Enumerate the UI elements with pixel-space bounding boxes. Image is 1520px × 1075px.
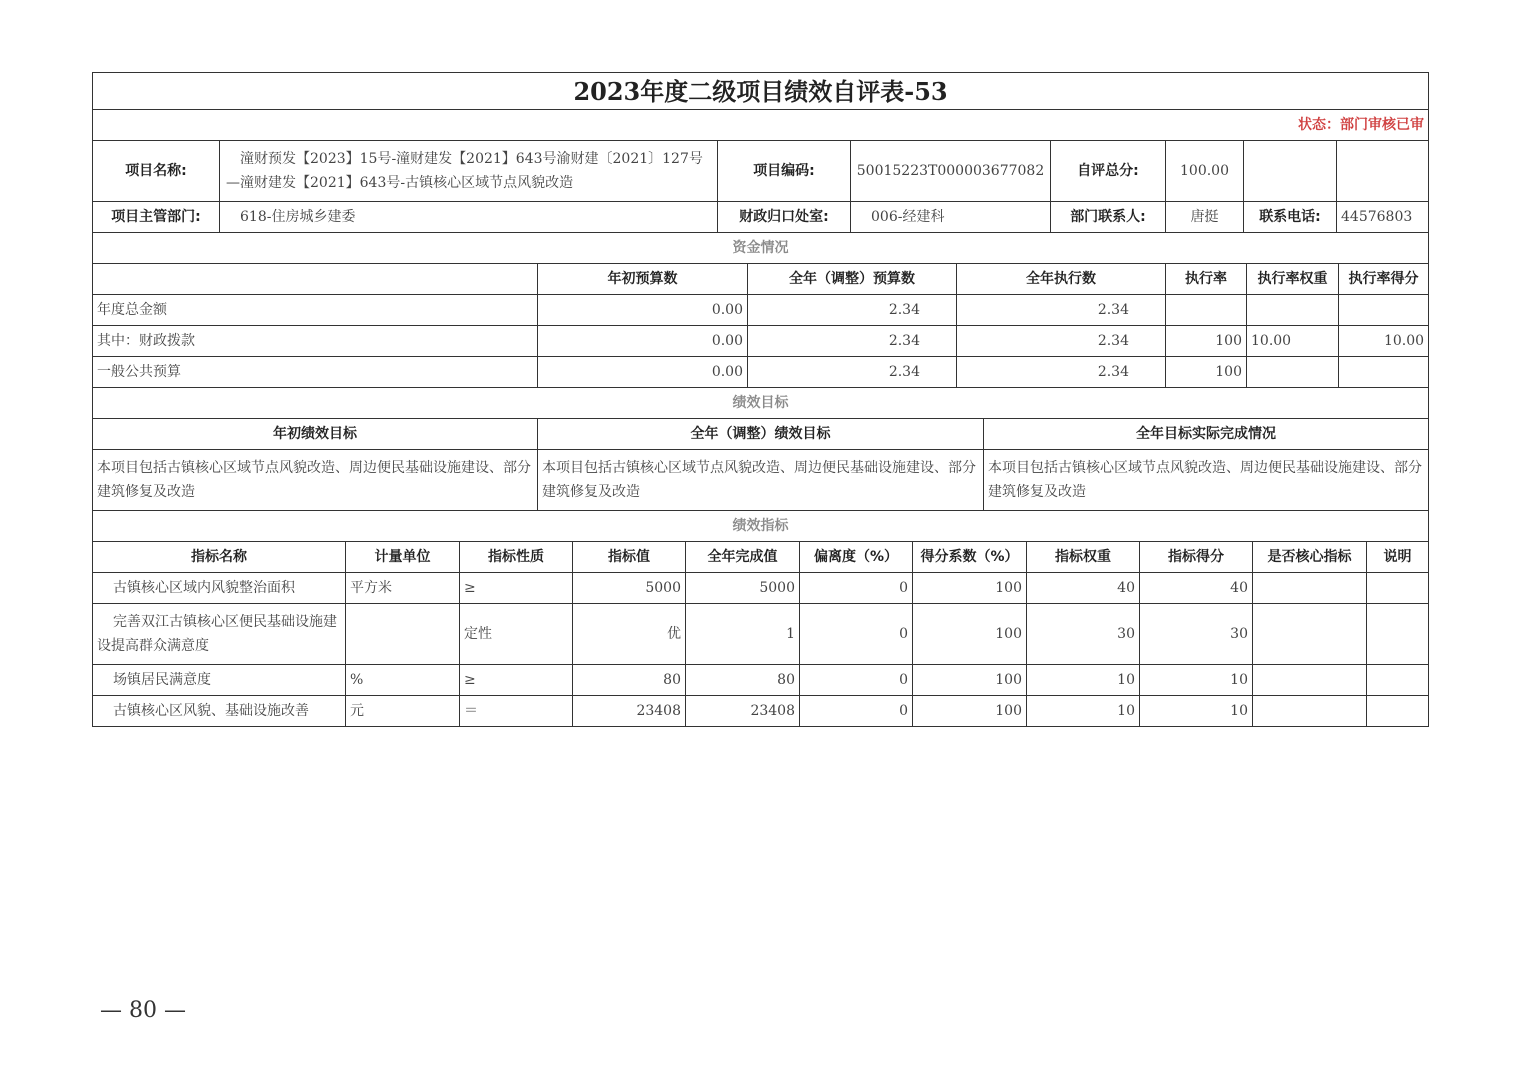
indicator-actual: 23408 bbox=[686, 696, 800, 727]
indicator-nature: ≥ bbox=[460, 665, 573, 696]
funds-weight bbox=[1247, 357, 1339, 388]
indicators-header: 指标得分 bbox=[1140, 542, 1253, 573]
table-row bbox=[93, 665, 1429, 696]
funds-row-name: 其中：财政拨款 bbox=[93, 326, 538, 357]
funds-header: 执行率 bbox=[1166, 264, 1247, 295]
indicator-deviation: 0 bbox=[800, 573, 913, 604]
goals-header: 全年（调整）绩效目标 bbox=[538, 419, 984, 450]
funds-table bbox=[92, 232, 1429, 388]
indicator-target: 5000 bbox=[573, 573, 686, 604]
funds-header: 执行率权重 bbox=[1247, 264, 1339, 295]
funds-header: 全年执行数 bbox=[957, 264, 1166, 295]
funds-executed: 2.34 bbox=[957, 357, 1166, 388]
funds-header: 年初预算数 bbox=[538, 264, 748, 295]
phone-label: 联系电话: bbox=[1244, 202, 1337, 233]
indicator-score: 10 bbox=[1140, 665, 1253, 696]
empty-cell bbox=[1337, 141, 1429, 202]
goals-header: 年初绩效目标 bbox=[93, 419, 538, 450]
status-text: 状态：部门审核已审 bbox=[93, 110, 1429, 141]
indicator-deviation: 0 bbox=[800, 696, 913, 727]
table-row bbox=[93, 357, 1429, 388]
project-code-value: 50015223T000003677082 bbox=[851, 141, 1051, 202]
funds-adjusted: 2.34 bbox=[748, 295, 957, 326]
indicator-name: 古镇核心区域内风貌整治面积 bbox=[93, 573, 346, 604]
indicator-nature: ＝ bbox=[460, 696, 573, 727]
indicator-deviation: 0 bbox=[800, 665, 913, 696]
indicators-section-title: 绩效指标 bbox=[93, 511, 1429, 542]
indicators-header: 指标值 bbox=[573, 542, 686, 573]
funds-weight bbox=[1247, 295, 1339, 326]
indicators-header: 计量单位 bbox=[346, 542, 460, 573]
contact-value: 唐挺 bbox=[1166, 202, 1244, 233]
indicator-score: 30 bbox=[1140, 604, 1253, 665]
project-info-table bbox=[92, 72, 1429, 233]
indicators-header: 偏离度（%） bbox=[800, 542, 913, 573]
funds-initial: 0.00 bbox=[538, 295, 748, 326]
department-value: 618-住房城乡建委 bbox=[220, 202, 718, 233]
indicator-core bbox=[1253, 573, 1367, 604]
indicator-name: 场镇居民满意度 bbox=[93, 665, 346, 696]
funds-row-name: 一般公共预算 bbox=[93, 357, 538, 388]
indicator-weight: 40 bbox=[1027, 573, 1140, 604]
indicator-unit: % bbox=[346, 665, 460, 696]
indicator-weight: 10 bbox=[1027, 665, 1140, 696]
evaluation-form bbox=[92, 72, 1428, 727]
indicator-score: 10 bbox=[1140, 696, 1253, 727]
indicator-note bbox=[1367, 604, 1429, 665]
department-label: 项目主管部门: bbox=[93, 202, 220, 233]
table-row bbox=[93, 696, 1429, 727]
indicator-coef: 100 bbox=[913, 696, 1027, 727]
indicator-coef: 100 bbox=[913, 573, 1027, 604]
funds-score: 10.00 bbox=[1339, 326, 1429, 357]
indicator-note bbox=[1367, 696, 1429, 727]
funds-executed: 2.34 bbox=[957, 295, 1166, 326]
goal-initial-text: 本项目包括古镇核心区域节点风貌改造、周边便民基础设施建设、部分建筑修复及改造 bbox=[93, 450, 538, 511]
funds-adjusted: 2.34 bbox=[748, 326, 957, 357]
indicators-table bbox=[92, 510, 1429, 727]
indicator-target: 80 bbox=[573, 665, 686, 696]
indicator-nature: ≥ bbox=[460, 573, 573, 604]
indicators-header: 得分系数（%） bbox=[913, 542, 1027, 573]
indicator-note bbox=[1367, 573, 1429, 604]
page-title: 2023年度二级项目绩效自评表-53 bbox=[93, 73, 1429, 110]
funds-initial: 0.00 bbox=[538, 326, 748, 357]
table-row bbox=[93, 326, 1429, 357]
funds-adjusted: 2.34 bbox=[748, 357, 957, 388]
funds-rate bbox=[1166, 295, 1247, 326]
project-name-label: 项目名称: bbox=[93, 141, 220, 202]
indicators-header: 全年完成值 bbox=[686, 542, 800, 573]
indicator-unit bbox=[346, 604, 460, 665]
funds-section-title: 资金情况 bbox=[93, 233, 1429, 264]
indicator-core bbox=[1253, 604, 1367, 665]
funds-row-name: 年度总金额 bbox=[93, 295, 538, 326]
finance-office-value: 006-经建科 bbox=[851, 202, 1051, 233]
indicator-actual: 1 bbox=[686, 604, 800, 665]
indicator-target: 23408 bbox=[573, 696, 686, 727]
indicator-nature: 定性 bbox=[460, 604, 573, 665]
self-score-value: 100.00 bbox=[1166, 141, 1244, 202]
goals-section-title: 绩效目标 bbox=[93, 388, 1429, 419]
indicator-deviation: 0 bbox=[800, 604, 913, 665]
indicator-target: 优 bbox=[573, 604, 686, 665]
funds-score bbox=[1339, 357, 1429, 388]
funds-score bbox=[1339, 295, 1429, 326]
indicators-header: 指标权重 bbox=[1027, 542, 1140, 573]
indicator-unit: 元 bbox=[346, 696, 460, 727]
indicators-header: 指标名称 bbox=[93, 542, 346, 573]
table-row bbox=[93, 604, 1429, 665]
funds-rate: 100 bbox=[1166, 357, 1247, 388]
indicator-actual: 5000 bbox=[686, 573, 800, 604]
indicator-core bbox=[1253, 665, 1367, 696]
funds-initial: 0.00 bbox=[538, 357, 748, 388]
funds-header: 全年（调整）预算数 bbox=[748, 264, 957, 295]
empty-cell bbox=[1244, 141, 1337, 202]
indicator-score: 40 bbox=[1140, 573, 1253, 604]
funds-weight: 10.00 bbox=[1247, 326, 1339, 357]
phone-value: 44576803 bbox=[1337, 202, 1429, 233]
self-score-label: 自评总分: bbox=[1051, 141, 1166, 202]
indicator-weight: 30 bbox=[1027, 604, 1140, 665]
funds-header bbox=[93, 264, 538, 295]
indicator-name: 古镇核心区风貌、基础设施改善 bbox=[93, 696, 346, 727]
indicators-header: 指标性质 bbox=[460, 542, 573, 573]
indicators-header: 说明 bbox=[1367, 542, 1429, 573]
indicator-weight: 10 bbox=[1027, 696, 1140, 727]
funds-header: 执行率得分 bbox=[1339, 264, 1429, 295]
goals-header: 全年目标实际完成情况 bbox=[984, 419, 1429, 450]
indicator-actual: 80 bbox=[686, 665, 800, 696]
finance-office-label: 财政归口处室: bbox=[718, 202, 851, 233]
indicator-note bbox=[1367, 665, 1429, 696]
indicator-coef: 100 bbox=[913, 665, 1027, 696]
project-name-value: 潼财预发【2023】15号-潼财建发【2021】643号渝财建〔2021〕127号—潼财建发【2021】643号-古镇核心区域节点风貌改造 bbox=[220, 141, 718, 202]
goals-table bbox=[92, 387, 1429, 511]
funds-rate: 100 bbox=[1166, 326, 1247, 357]
goal-actual-text: 本项目包括古镇核心区域节点风貌改造、周边便民基础设施建设、部分建筑修复及改造 bbox=[984, 450, 1429, 511]
indicator-unit: 平方米 bbox=[346, 573, 460, 604]
page-number: — 80 — bbox=[100, 998, 186, 1023]
indicators-header: 是否核心指标 bbox=[1253, 542, 1367, 573]
project-code-label: 项目编码: bbox=[718, 141, 851, 202]
indicator-core bbox=[1253, 696, 1367, 727]
table-row bbox=[93, 295, 1429, 326]
funds-executed: 2.34 bbox=[957, 326, 1166, 357]
contact-label: 部门联系人: bbox=[1051, 202, 1166, 233]
goal-adjusted-text: 本项目包括古镇核心区域节点风貌改造、周边便民基础设施建设、部分建筑修复及改造 bbox=[538, 450, 984, 511]
indicator-coef: 100 bbox=[913, 604, 1027, 665]
indicator-name: 完善双江古镇核心区便民基础设施建设提高群众满意度 bbox=[93, 604, 346, 665]
table-row bbox=[93, 573, 1429, 604]
